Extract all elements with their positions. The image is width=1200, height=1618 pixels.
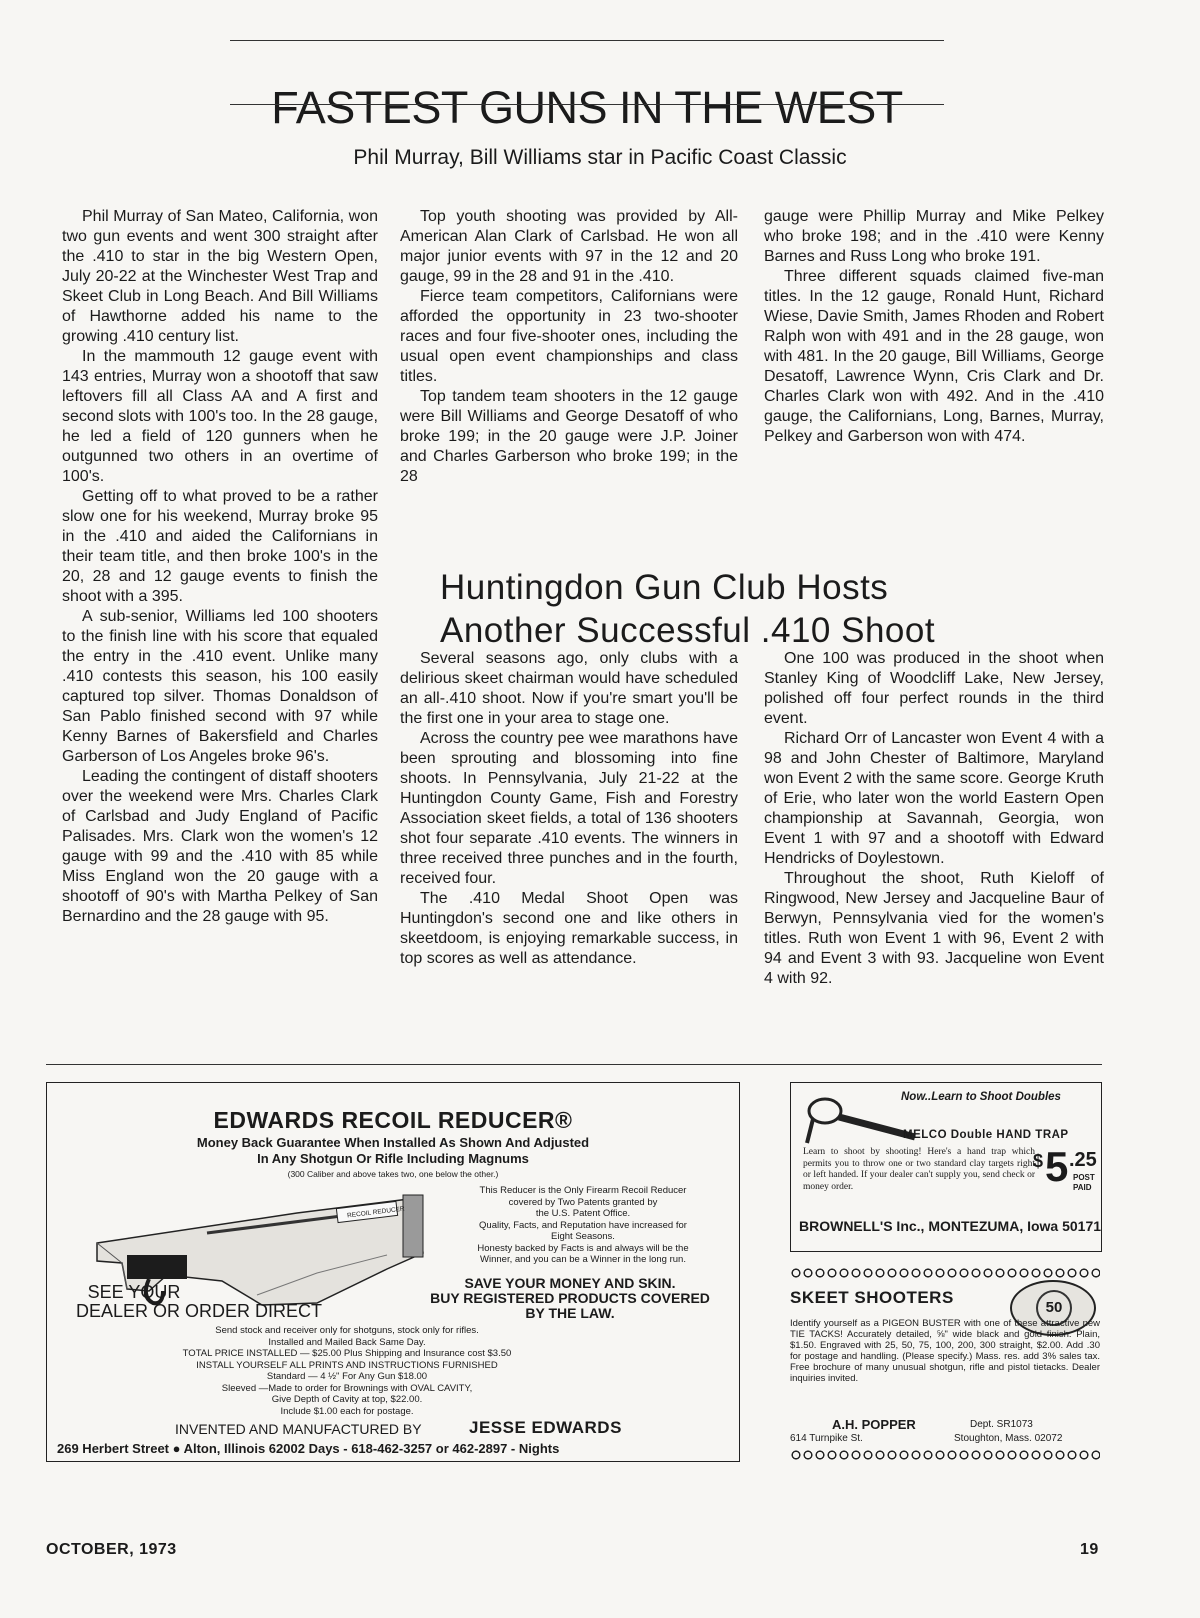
paragraph: The .410 Medal Shoot Open was Huntingdon's second one and like others in skeetdoom, is enjoying remarkable success, in top scores as well as attendance. — [400, 890, 738, 967]
headline-line: Another Successful .410 Shoot — [440, 611, 936, 650]
paragraph: In the mammouth 12 gauge event with 143 entries, Murray won a shootoff that saw leftovers fill all Class AA and A first and second slots with 100's too. In the 28 gauge, he led a field of 120 gunners when he outgunned two others in an overtime of 100's. — [62, 348, 378, 485]
decorative-border-bottom — [790, 1450, 1100, 1460]
detail-line: Sleeved —Made to order for Brownings with OVAL CAVITY, — [221, 1382, 473, 1394]
article-headline: FASTEST GUNS IN THE WEST — [271, 82, 903, 134]
article2-column-1 — [400, 649, 738, 969]
skeet-body: Identify yourself as a PIGEON BUSTER with one of these attractive new TIE TACKS! Accurately detailed, ⅝" wide black and gold finish. Plain, $1.50. Engraved with 25, 50, 75, 100, 200, 300 straight, $2.00. Add .30 for postage and handling. (Please specify.) Mass. res. add 3% sales tax. Free brochure of many unusual shotgun, rifle and pistol tietacks. Dealer inquiries invited. — [790, 1318, 1100, 1384]
price-paid: PAID — [1073, 1183, 1092, 1192]
claim-line: Honesty backed by Facts is and always will be the — [477, 1242, 689, 1254]
tie-tack-badge: 50 — [1036, 1290, 1072, 1326]
paragraph: Top youth shooting was provided by All-American Alan Clark of Carlsbad. He won all major junior events with 97 in the 12 and 20 gauge, 99 in the 28 and 91 in the .410. — [400, 208, 738, 285]
article1-column-3 — [764, 207, 1104, 447]
ad-details — [107, 1325, 587, 1417]
page-number: 19 — [1080, 1541, 1099, 1558]
detail-line: Include $1.00 each for postage. — [280, 1405, 414, 1417]
skeet-street: 614 Turnpike St. — [790, 1433, 863, 1444]
claim-line: Quality, Facts, and Reputation have increased for — [479, 1219, 687, 1231]
melco-price — [1033, 1143, 1099, 1197]
article2-headline — [440, 566, 1080, 652]
paragraph: gauge were Phillip Murray and Mike Pelkey who broke 198; and in the .410 were Kenny Barnes and Russ Long who broke 191. — [764, 208, 1104, 265]
skeet-city: Stoughton, Mass. 02072 — [954, 1433, 1063, 1444]
ad-title: EDWARDS RECOIL REDUCER® — [213, 1107, 573, 1133]
headline-rule — [230, 104, 944, 105]
ad-guarantee: Money Back Guarantee When Installed As Shown And Adjusted — [196, 1135, 590, 1150]
article-subhead: Phil Murray, Bill Williams star in Pacific Coast Classic — [353, 146, 847, 169]
detail-line: Standard — 4 ½" For Any Gun $18.00 — [266, 1371, 428, 1382]
ad-invented-by: INVENTED AND MANUFACTURED BY — [175, 1421, 422, 1437]
claim-line: This Reducer is the Only Firearm Recoil Reducer — [479, 1185, 687, 1196]
detail-line: Send stock and receiver only for shotguns, stock only for rifles. — [215, 1325, 479, 1336]
ad-save-slogan — [397, 1276, 743, 1321]
ad-claims — [437, 1185, 729, 1266]
detail-line: TOTAL PRICE INSTALLED — $25.00 Plus Shipping and Insurance cost $3.50 — [182, 1348, 512, 1359]
see-line: SEE YOUR — [87, 1282, 181, 1302]
paragraph: Across the country pee wee marathons have been sprouting and blossoming into fine shoots. In Pennsylvania, July 21-22 at the Huntingdon County Game, Fish and Forestry Association skeet fields, a total of 136 shooters shot four separate .410 events. The winners in three received three punches and in the fourth, received four. — [400, 730, 738, 887]
paragraph: Several seasons ago, only clubs with a delirious skeet chairman would have scheduled an all-.410 shoot. Now if you're smart you'll be the first one in your area to stage one. — [400, 650, 738, 727]
paragraph: Three different squads claimed five-man titles. In the 12 gauge, Ronald Hunt, Richard Wiese, Davie Smith, James Rhoden and Robert Ralph won with 491 and in the 28 gauge, won with 481. In the 20 gauge, Bill Williams, George Desatoff, Lawrence Wynn, Cris Clark and Dr. Charles Clark won with 492. And in the .410 gauge, the Californians, Long, Barnes, Murray, Pelkey and Garberson won with 474. — [764, 268, 1104, 445]
melco-body: Learn to shoot by shooting! Here's a hand trap which permits you to throw one or two standard clay targets right or left handed. If your dealer can't supply you, send check or money order. — [803, 1147, 1035, 1192]
issue-date: OCTOBER, 1973 — [46, 1541, 177, 1558]
claim-line: covered by Two Patents granted by — [508, 1196, 658, 1208]
melco-headline: Now..Learn to Shoot Doubles — [901, 1091, 1061, 1103]
article2-column-2 — [764, 649, 1104, 989]
see-line: DEALER OR ORDER DIRECT — [75, 1301, 323, 1321]
melco-product: MELCO Double HAND TRAP — [903, 1129, 1069, 1141]
headline-line: Huntingdon Gun Club Hosts — [440, 568, 889, 607]
article1-column-2 — [400, 207, 738, 487]
buy-line: BUY REGISTERED PRODUCTS COVERED — [430, 1290, 710, 1306]
price-cents: .25 — [1069, 1149, 1097, 1171]
paragraph: Leading the contingent of distaff shooters over the weekend were Mrs. Charles Clark of Carlsbad and Judy England of Pacific Palisades. Mrs. Clark won the women's 12 gauge with 99 and the .410 with 85 while Miss England won the 20 gauge with a shootoff of 90's with Martha Pelkey of San Bernardino and the 28 gauge with 95. — [62, 768, 378, 925]
buy-line: BY THE LAW. — [525, 1305, 615, 1321]
paragraph: Phil Murray of San Mateo, California, won two gun events and went 300 straight after the .410 to star in the big Western Open, July 20-22 at the Winchester West Trap and Skeet Club in Long Beach. And Bill Williams of Hawthorne added his name to the growing .410 century list. — [62, 208, 378, 345]
paragraph: A sub-senior, Williams led 100 shooters to the finish line with his score that equaled the entry in the .410 event. Unlike many .410 contests this season, his 100 easily captured top silver. Thomas Donaldson of San Pablo finished second with 97 while Kenny Barnes of Bakersfield and Charles Garberson of Los Angeles broke 96's. — [62, 608, 378, 765]
skeet-dept: Dept. SR1073 — [970, 1419, 1033, 1430]
ad-melco-hand-trap — [790, 1082, 1102, 1252]
paragraph: Fierce team competitors, Californians were afforded the opportunity in 23 two-shooter races and four five-shooter ones, including the usual open event championships and class titles. — [400, 288, 738, 385]
price-dollar: $ — [1033, 1151, 1044, 1171]
ad-guarantee-2: In Any Shotgun Or Rifle Including Magnums — [257, 1151, 529, 1166]
detail-line: Give Depth of Cavity at top, $22.00. — [271, 1394, 423, 1405]
article1-column-1 — [62, 207, 378, 927]
detail-line: Installed and Mailed Back Same Day. — [268, 1336, 426, 1348]
skeet-seller: A.H. POPPER — [832, 1417, 916, 1432]
price-post: POST — [1073, 1173, 1095, 1182]
claim-line: Eight Seasons. — [551, 1231, 615, 1242]
ad-order-direct — [49, 1283, 349, 1321]
ad-inventor: JESSE EDWARDS — [469, 1418, 622, 1437]
paragraph: One 100 was produced in the shoot when Stanley King of Woodcliff Lake, New Jersey, polished off four perfect rounds in the third event. — [764, 650, 1104, 727]
paragraph: Richard Orr of Lancaster won Event 4 with a 98 and John Chester of Baltimore, Maryland won Event 2 with the same score. George Kruth of Erie, who later won the world Eastern Open championship at Savannah, Georgia, won Event 1 with 97 and a shootoff with Edward Hendricks of Doylestown. — [764, 730, 1104, 867]
product-label: RECOIL REDUCER — [346, 1205, 406, 1220]
ad-skeet-shooters — [790, 1280, 1102, 1460]
detail-line: INSTALL YOURSELF ALL PRINTS AND INSTRUCTIONS FURNISHED — [196, 1359, 498, 1371]
paragraph: Throughout the shoot, Ruth Kieloff of Ringwood, New Jersey and Jacqueline Baur of Berwyn, Pennsylvania vied for the women's titles. Ruth won Event 1 with 96, Event 2 with 94 and Event 3 with 93. Jacqueline won Event 4 with 92. — [764, 870, 1104, 987]
price-whole: 5 — [1045, 1143, 1069, 1190]
skeet-title: SKEET SHOOTERS — [790, 1288, 954, 1307]
ad-edwards-recoil-reducer — [46, 1082, 740, 1462]
paragraph: Getting off to what proved to be a rather slow one for his weekend, Murray broke 95 in the .410 and aided the Californians in their team title, and then broke 100's in the 20, 28 and 12 gauge events to finish the shoot with a 395. — [62, 488, 378, 605]
save-line: SAVE YOUR MONEY AND SKIN. — [464, 1275, 676, 1291]
ad-note: (300 Caliber and above takes two, one below the other.) — [287, 1169, 499, 1179]
claim-line: the U.S. Patent Office. — [535, 1208, 631, 1219]
melco-seller: BROWNELL'S Inc., MONTEZUMA, Iowa 50171 — [799, 1218, 1102, 1234]
paragraph: Top tandem team shooters in the 12 gauge were Bill Williams and George Desatoff of who broke 199; in the 20 gauge were J.P. Joiner and Charles Garberson who broke 199; in the 28 — [400, 388, 738, 485]
top-rule — [230, 40, 944, 41]
ad-address: 269 Herbert Street ● Alton, Illinois 62002 Days - 618-462-3257 or 462-2897 - Nights — [57, 1441, 560, 1456]
section-divider — [46, 1064, 1102, 1065]
claim-line: Winner, and you can be a Winner in the long run. — [480, 1254, 686, 1265]
decorative-border-top — [790, 1268, 1100, 1278]
